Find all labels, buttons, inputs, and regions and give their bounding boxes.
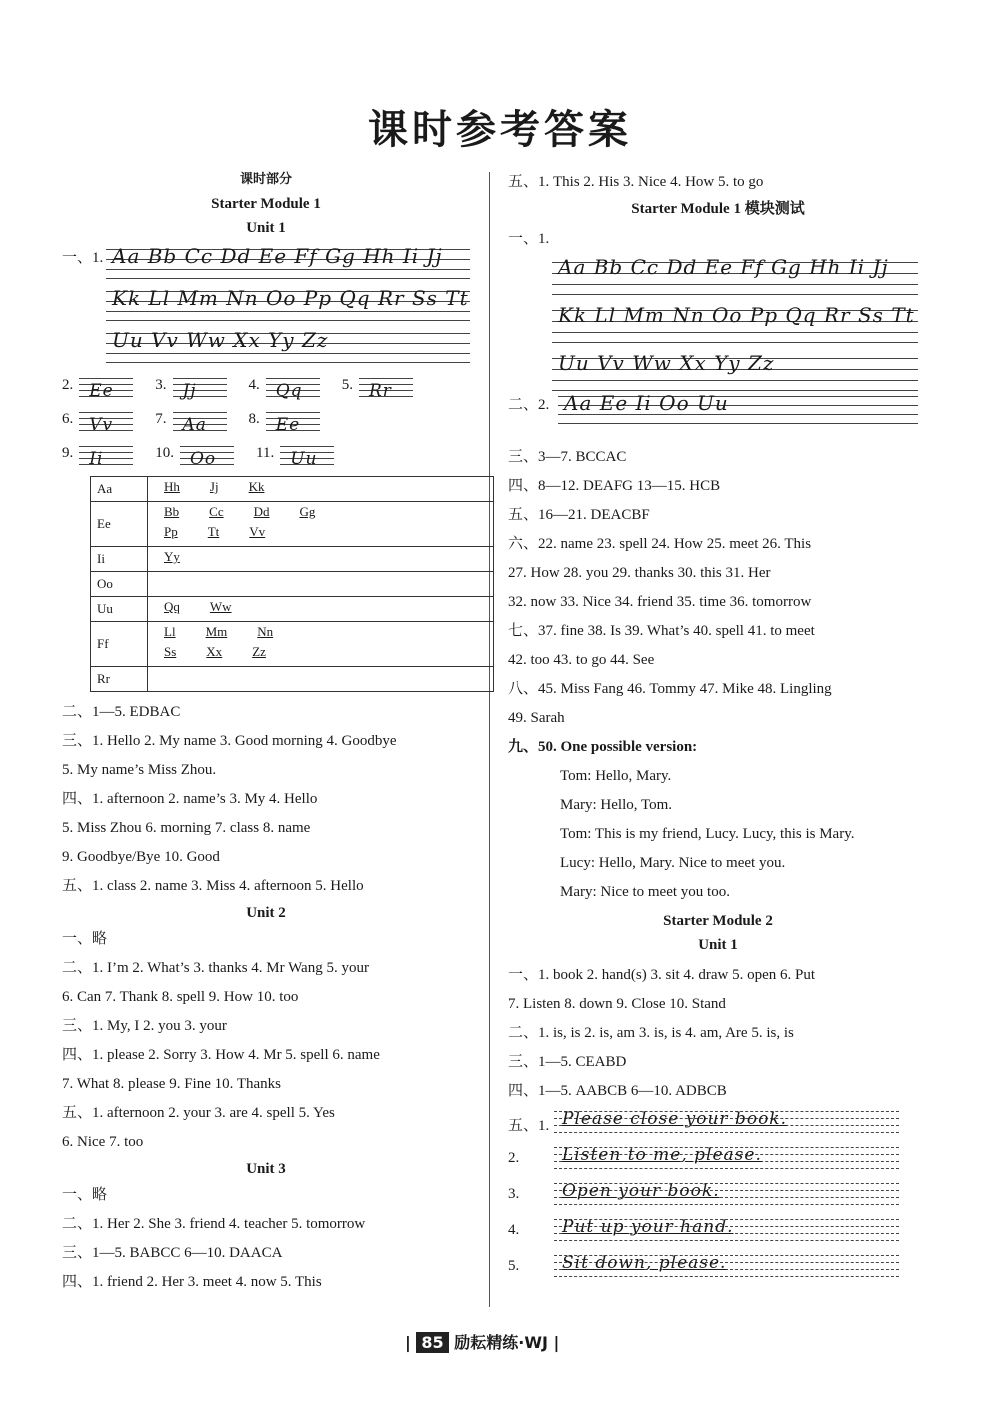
- small-four-line-box: [359, 374, 413, 401]
- grid-line: [173, 390, 227, 391]
- table-value: [148, 477, 494, 502]
- answer-line: 二、1—5. EDBAC: [62, 704, 181, 720]
- alphabet-grid: [106, 240, 470, 366]
- table-key: Uu: [91, 597, 148, 622]
- letter-pair: Nn: [257, 624, 274, 639]
- answer-line: 三、3—7. BCCAC: [508, 449, 627, 465]
- alphabet-grid: [552, 251, 918, 395]
- four-line-grid: [554, 1178, 899, 1210]
- item-number: 9.: [62, 445, 74, 461]
- table-value-line: [154, 574, 487, 594]
- letter-pair: Bb: [164, 504, 180, 519]
- table-row: [91, 622, 494, 667]
- answer-line: 四、1. please 2. Sorry 3. How 4. Mr 5. spell 6. name: [62, 1047, 380, 1063]
- table-value: [148, 622, 494, 667]
- unit-heading: Unit 1: [246, 220, 286, 236]
- answer-list: [62, 925, 470, 1157]
- item-number: 2.: [508, 1150, 520, 1166]
- table-value: [148, 667, 494, 692]
- vowel-table: [90, 476, 494, 692]
- letter-pair: Gg: [299, 504, 316, 519]
- item-number: 8.: [248, 411, 260, 427]
- answer-line: 六、22. name 23. spell 24. How 25. meet 26. This: [508, 536, 812, 552]
- question-label: 一、1.: [62, 250, 104, 266]
- letter-pair: Ll: [164, 624, 176, 639]
- item-number: 5.: [341, 377, 353, 393]
- grid-line: [79, 452, 133, 453]
- answer-line: 5. Miss Zhou 6. morning 7. class 8. name: [62, 820, 311, 836]
- four-line-grid: [554, 1214, 899, 1246]
- letter-pair: Tt: [207, 524, 220, 539]
- answer-list: [62, 1181, 470, 1297]
- unit-heading: Unit 3: [246, 1161, 286, 1177]
- small-four-line-box: [180, 442, 234, 469]
- page-footer: | 85 励耘精练·WJ |: [405, 1333, 560, 1352]
- letter-pair: Hh: [164, 479, 180, 494]
- grid-line: [554, 1276, 899, 1277]
- right-column: [508, 168, 928, 1286]
- item-number: 10.: [155, 445, 174, 461]
- table-value: [148, 597, 494, 622]
- item-number: 6.: [62, 411, 74, 427]
- grid-line: [173, 384, 227, 385]
- answer-line: Mary: Nice to meet you too.: [560, 884, 730, 900]
- column-divider: [489, 172, 490, 1307]
- handwritten-letter: Vv: [89, 414, 114, 435]
- letter-pair: Vv: [249, 524, 266, 539]
- grid-line: [552, 380, 918, 381]
- answer-line: 一、1. book 2. hand(s) 3. sit 4. draw 5. open 6. Put: [508, 967, 816, 983]
- letter-answer-row: [62, 368, 470, 402]
- module-heading: Starter Module 2: [663, 913, 773, 929]
- table-row: [91, 572, 494, 597]
- four-line-grid: [552, 251, 918, 299]
- item-number: 3.: [155, 377, 167, 393]
- handwritten-sentence: Open your book.: [562, 1181, 720, 1201]
- grid-line: [554, 1168, 899, 1169]
- table-value: [148, 502, 494, 547]
- grid-line: [554, 1132, 899, 1133]
- answer-line: 四、8—12. DEAFG 13—15. HCB: [508, 478, 721, 494]
- table-value-line: [154, 624, 487, 644]
- item-number: 4.: [508, 1222, 520, 1238]
- small-four-line-box: [280, 442, 334, 469]
- grid-line: [79, 458, 133, 459]
- table-row: [91, 667, 494, 692]
- table-value-line: [154, 504, 487, 524]
- left-column: [62, 168, 470, 1297]
- answer-line: 九、50. One possible version:: [508, 739, 698, 755]
- letter-pair: Zz: [252, 644, 266, 659]
- answer-line: 7. What 8. please 9. Fine 10. Thanks: [62, 1076, 281, 1092]
- small-four-line-box: [173, 408, 227, 435]
- question-label: 二、2.: [508, 397, 550, 413]
- answer-line: 五、16—21. DEACBF: [508, 507, 650, 523]
- unit-heading: Unit 2: [246, 905, 286, 921]
- handwritten-letters: Aa Bb Cc Dd Ee Ff Gg Hh Ii Jj: [112, 244, 443, 268]
- grid-line: [173, 378, 227, 379]
- grid-line: [552, 332, 918, 333]
- table-key: Aa: [91, 477, 148, 502]
- small-four-line-box: [79, 374, 133, 401]
- table-key: Ii: [91, 547, 148, 572]
- handwritten-letter: Uu: [290, 448, 318, 469]
- grid-line: [552, 294, 918, 295]
- page-number: 85: [416, 1332, 448, 1353]
- table-key: Oo: [91, 572, 148, 597]
- answer-line: 二、1. I’m 2. What’s 3. thanks 4. Mr Wang 5. your: [62, 960, 369, 976]
- grid-line: [558, 423, 918, 424]
- table-value: [148, 572, 494, 597]
- item-number: 5.: [508, 1258, 520, 1274]
- handwritten-letters: Kk Ll Mm Nn Oo Pp Qq Rr Ss Tt: [112, 286, 469, 310]
- item-number: 五、1.: [508, 1118, 550, 1134]
- table-row: [91, 547, 494, 572]
- answer-line: 三、1. Hello 2. My name 3. Good morning 4. Goodbye: [62, 733, 397, 749]
- sentence-row: [508, 1106, 928, 1142]
- letter-pair: Dd: [253, 504, 270, 519]
- answer-line: 五、1. afternoon 2. your 3. are 4. spell 5. Yes: [62, 1105, 335, 1121]
- table-row: [91, 502, 494, 547]
- answer-line: 一、略: [62, 931, 108, 947]
- grid-line: [106, 269, 470, 270]
- table-key: Ff: [91, 622, 148, 667]
- sentence-answers: [508, 1106, 928, 1286]
- item-number: 11.: [256, 445, 275, 461]
- unit-heading: Unit 1: [698, 937, 738, 953]
- grid-line: [79, 464, 133, 465]
- grid-line: [106, 362, 470, 363]
- answer-line: 27. How 28. you 29. thanks 30. this 31. Her: [508, 565, 771, 581]
- answer-line: Mary: Hello, Tom.: [560, 797, 672, 813]
- answer-line: 二、1. Her 2. She 3. friend 4. teacher 5. tomorrow: [62, 1216, 366, 1232]
- module-heading: Starter Module 1: [211, 196, 321, 212]
- section-heading: 课时部分: [239, 172, 292, 187]
- four-line-grid: [554, 1250, 899, 1282]
- answer-line: 五、1. class 2. name 3. Miss 4. afternoon 5. Hello: [62, 878, 364, 894]
- four-line-grid: [554, 1142, 899, 1174]
- grid-line: [106, 320, 470, 321]
- grid-line: [106, 311, 470, 312]
- question-label: 一、1.: [508, 231, 550, 247]
- item-number: 4.: [248, 377, 260, 393]
- answer-line: 四、1. afternoon 2. name’s 3. My 4. Hello: [62, 791, 318, 807]
- handwritten-letter: Qq: [275, 380, 303, 401]
- answer-line: 7. Listen 8. down 9. Close 10. Stand: [508, 996, 726, 1012]
- table-value-line: [154, 549, 487, 569]
- answer-line: Lucy: Hello, Mary. Nice to meet you.: [560, 855, 786, 871]
- answer-line: 三、1—5. BABCC 6—10. DAACA: [62, 1245, 283, 1261]
- handwritten-letter: Ii: [89, 448, 104, 469]
- answer-line: 二、1. is, is 2. is, am 3. is, is 4. am, Are 5. is, is: [508, 1025, 794, 1041]
- small-four-line-box: [79, 442, 133, 469]
- answer-line: 四、1. friend 2. Her 3. meet 4. now 5. This: [62, 1274, 322, 1290]
- brand: 励耘精练·WJ: [454, 1333, 548, 1352]
- letter-answer-row: [62, 436, 470, 470]
- letter-pair: Yy: [164, 549, 180, 564]
- module-test-heading: Starter Module 1 模块测试: [631, 201, 805, 217]
- grid-line: [554, 1204, 899, 1205]
- table-value-line: [154, 669, 487, 689]
- item-number: 7.: [155, 411, 167, 427]
- table-value-line: [154, 524, 487, 544]
- letter-pair: Cc: [209, 504, 224, 519]
- vowel-grid: [558, 387, 918, 427]
- grid-line: [106, 278, 470, 279]
- alphabet-exercise: [62, 240, 470, 368]
- handwritten-letters: Uu Vv Ww Xx Yy Zz: [558, 351, 775, 375]
- four-line-grid: [106, 282, 470, 324]
- letter-answer-row: [62, 402, 470, 436]
- table-value: [148, 547, 494, 572]
- handwritten-letter: Ee: [275, 414, 301, 435]
- table-row: [91, 597, 494, 622]
- handwritten-letter: Ee: [89, 380, 114, 401]
- letter-answers: [62, 368, 470, 470]
- answer-line: 七、37. fine 38. Is 39. What’s 40. spell 41. to meet: [508, 623, 815, 639]
- sentence-row: [508, 1178, 928, 1214]
- letter-pair: Jj: [209, 479, 219, 494]
- answer-line: 三、1. My, I 2. you 3. your: [62, 1018, 227, 1034]
- handwritten-letter: Rr: [369, 380, 392, 401]
- table-key: Ee: [91, 502, 148, 547]
- grid-line: [173, 396, 227, 397]
- answer-line: 6. Nice 7. too: [62, 1134, 144, 1150]
- item-number: 3.: [508, 1186, 520, 1202]
- letter-pair: Pp: [164, 524, 178, 539]
- answer-line: 四、1—5. AABCB 6—10. ADBCB: [508, 1083, 727, 1099]
- grid-line: [552, 342, 918, 343]
- grid-line: [552, 284, 918, 285]
- four-line-grid: [554, 1106, 899, 1138]
- answer-list: [508, 443, 928, 733]
- handwritten-sentence: Sit down, please.: [562, 1253, 727, 1273]
- answer-list: [508, 961, 928, 1106]
- answer-line: 6. Can 7. Thank 8. spell 9. How 10. too: [62, 989, 299, 1005]
- alphabet-exercise: [508, 227, 928, 387]
- handwritten-letter: Aa: [182, 414, 207, 435]
- table-value-line: [154, 644, 487, 664]
- answer-line: 42. too 43. to go 44. See: [508, 652, 655, 668]
- handwritten-letters: Aa Bb Cc Dd Ee Ff Gg Hh Ii Jj: [558, 255, 889, 279]
- answer-line: 5. My name’s Miss Zhou.: [62, 762, 217, 778]
- handwritten-letter: Oo: [190, 448, 217, 469]
- answer-line: Tom: This is my friend, Lucy. Lucy, this is Mary.: [560, 826, 855, 842]
- grid-line: [554, 1240, 899, 1241]
- answer-list: [62, 698, 470, 901]
- sentence-row: [508, 1142, 928, 1178]
- table-value-line: [154, 599, 487, 619]
- small-four-line-box: [173, 374, 227, 401]
- table-row: [91, 477, 494, 502]
- letter-pair: Qq: [164, 599, 180, 614]
- letter-pair: Kk: [248, 479, 265, 494]
- table-value-line: [154, 479, 487, 499]
- answer-line: 49. Sarah: [508, 710, 565, 726]
- letter-pair: Ww: [209, 599, 232, 614]
- letter-pair: Ss: [164, 644, 177, 659]
- sentence-row: [508, 1214, 928, 1250]
- handwritten-sentence: Please close your book.: [562, 1109, 788, 1129]
- handwritten-letters: Aa Ee Ii Oo Uu: [564, 391, 729, 415]
- vowel-exercise: [508, 387, 928, 443]
- answer-line: 一、略: [62, 1187, 108, 1203]
- four-line-grid: [552, 299, 918, 347]
- grid-line: [79, 446, 133, 447]
- answer-line: 9. Goodbye/Bye 10. Good: [62, 849, 220, 865]
- four-line-grid: [106, 240, 470, 282]
- item-number: 2.: [62, 377, 74, 393]
- handwritten-letters: Uu Vv Ww Xx Yy Zz: [112, 328, 329, 352]
- small-four-line-box: [266, 408, 320, 435]
- answer-line: 八、45. Miss Fang 46. Tommy 47. Mike 48. Lingling: [508, 681, 832, 697]
- letter-pair: Xx: [206, 644, 223, 659]
- grid-line: [106, 353, 470, 354]
- handwritten-sentence: Listen to me, please.: [562, 1145, 762, 1165]
- small-four-line-box: [266, 374, 320, 401]
- four-line-grid: [558, 387, 918, 427]
- answer-line: 32. now 33. Nice 34. friend 35. time 36. tomorrow: [508, 594, 812, 610]
- handwritten-letters: Kk Ll Mm Nn Oo Pp Qq Rr Ss Tt: [558, 303, 915, 327]
- answer-line: 三、1—5. CEABD: [508, 1054, 627, 1070]
- four-line-grid: [106, 324, 470, 366]
- handwritten-letter: Jj: [182, 380, 197, 401]
- handwritten-sentence: Put up your hand.: [562, 1217, 734, 1237]
- sentence-row: [508, 1250, 928, 1286]
- answer-line: 五、1. This 2. His 3. Nice 4. How 5. to go: [508, 174, 764, 190]
- answer-line: Tom: Hello, Mary.: [560, 768, 672, 784]
- dialog: [508, 762, 928, 907]
- small-four-line-box: [79, 408, 133, 435]
- letter-pair: Mm: [205, 624, 228, 639]
- table-key: Rr: [91, 667, 148, 692]
- page-title: 课时参考答案: [368, 106, 632, 153]
